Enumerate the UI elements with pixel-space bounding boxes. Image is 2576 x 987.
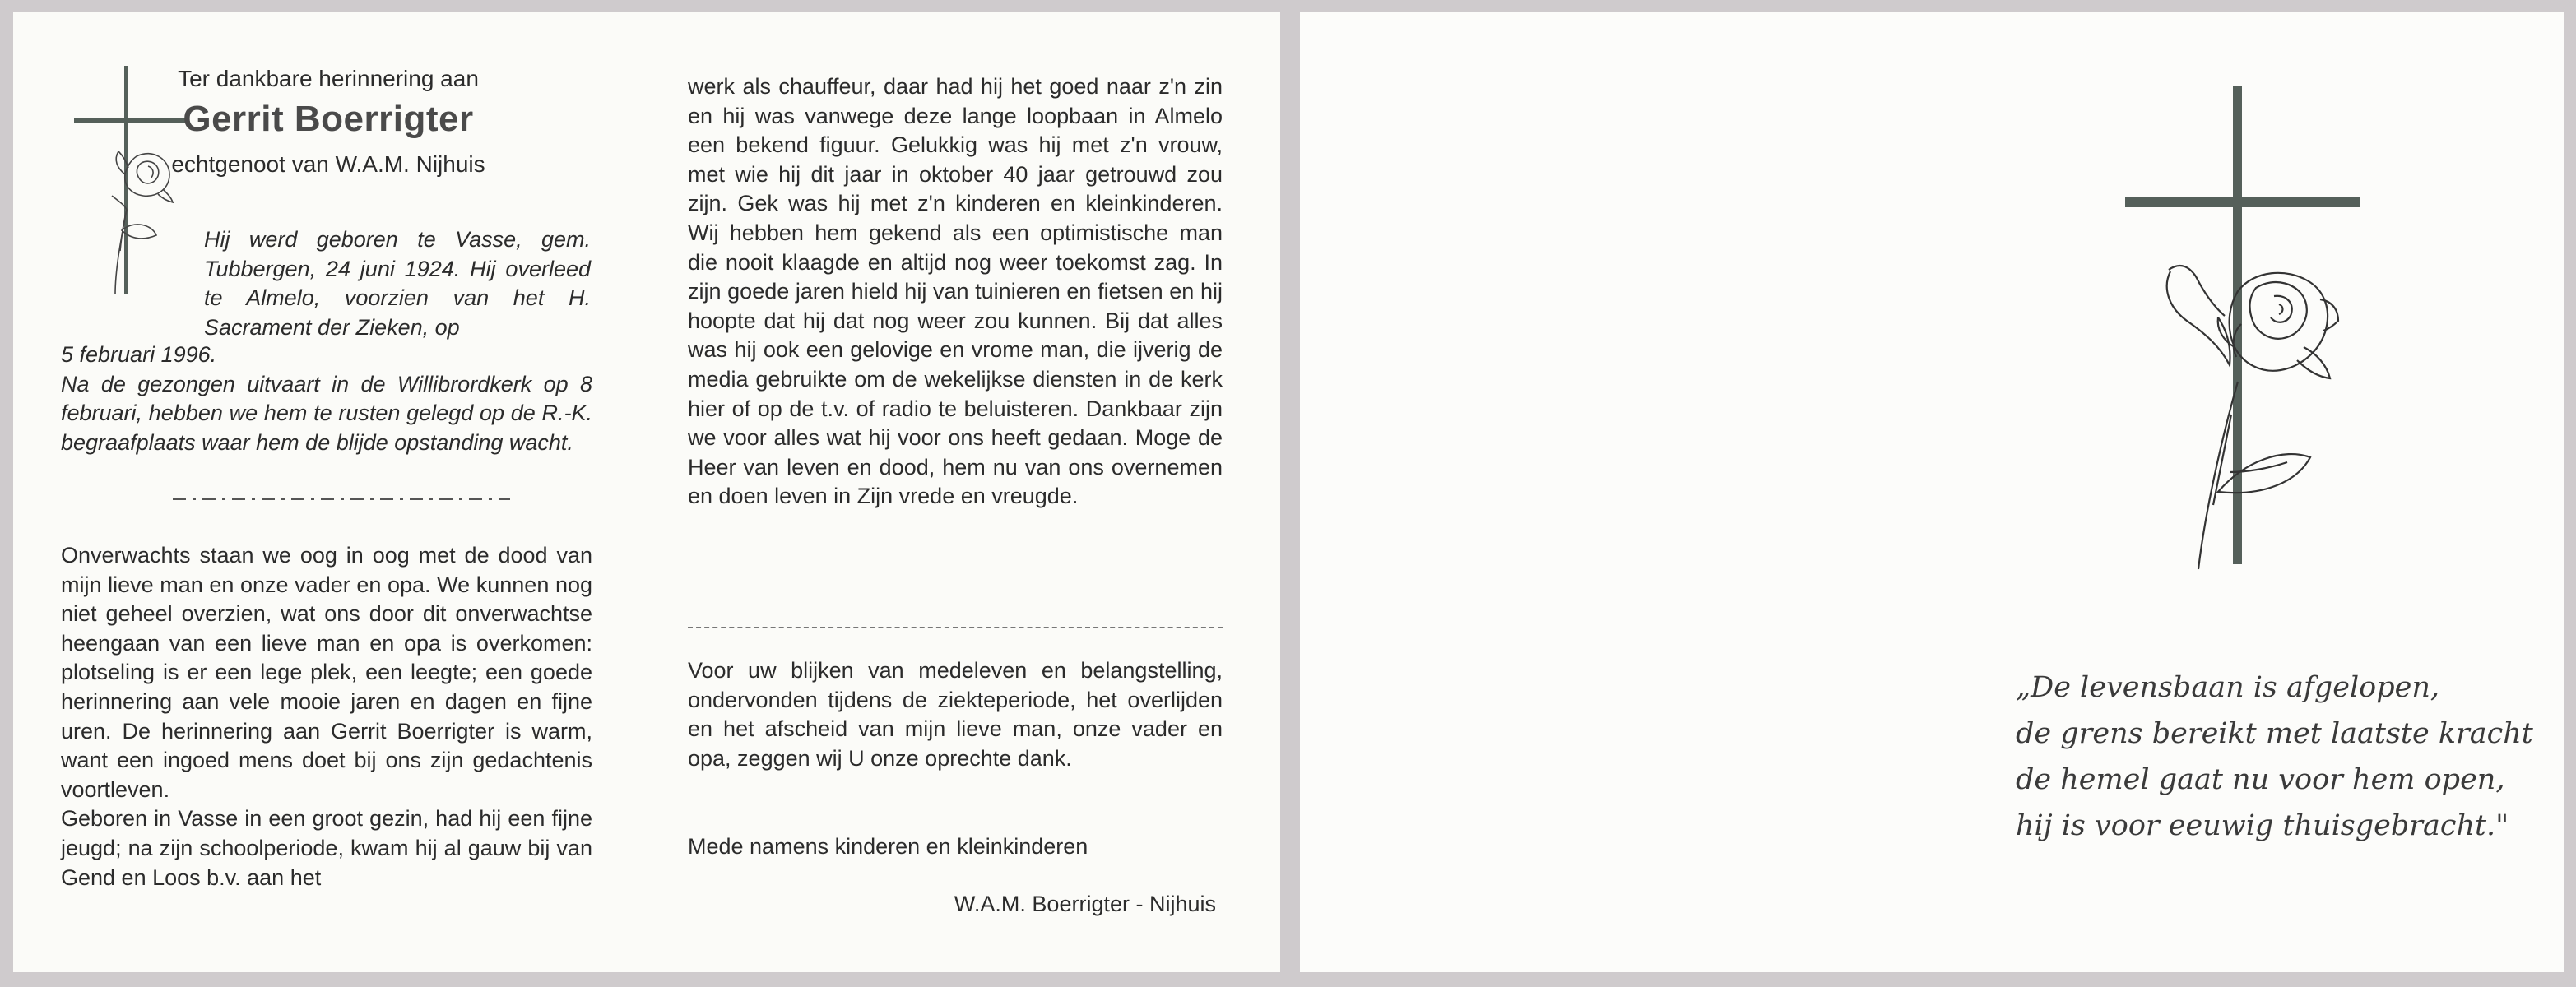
divider-dash-dot (173, 498, 510, 500)
body-paragraph-1: Onverwachts staan we oog in oog met de dood van mijn lieve man en onze vader en opa. We kunnen nog niet geheel overzien, wat ons door dit onverwachtse heengaan van een lieve man en opa is overkomen: plotseling is er een lege plek, een leegte; een goede herinnering aan vele mooie jaren en dagen en fijne uren. De herinnering aan Gerrit Boerrigter is warm, want een ingoed mens doet bij ons zijn gedachtenis voortleven. (61, 543, 592, 802)
divider-dashed (688, 627, 1223, 628)
header (102, 64, 555, 181)
bio-funeral (61, 341, 592, 457)
bio-birth-death: Hij werd geboren te Vasse, gem. Tubbergen, 24 juni 1924. Hij overleed te Almelo, voorzien van het H. Sacrament der Zieken, op (204, 227, 591, 340)
intro-text: Ter dankbare herinnering aan (178, 66, 479, 91)
spouse-text: echtgenoot van W.A.M. Nijhuis (171, 151, 485, 177)
on-behalf-text: Mede namens kinderen en kleinkinderen (688, 834, 1088, 859)
body-right-column: werk als chauffeur, daar had hij het goed naar z'n zin en hij was vanwege deze lange loopbaan in Almelo een bekend figuur. Gelukkig was hij met z'n vrouw, met wie hij dit jaar in oktober 40 jaar getrouwd zou zijn. Gek was hij met z'n kinderen en kleinkinderen. Wij hebben hem gekend als een optimistische man die nooit klaagde en altijd nog weer toekomst zag. In zijn goede jaren hield hij van tuinieren en fietsen en hij hoopte dat hij dat nog weer zou kunnen. Bij dat alles was hij ook een gelovige en vrome man, die ijverig de media gebruikte om de wekelijkse diensten in de kerk hier of op de t.v. of radio te beluisteren. Dankbaar zijn we voor alles wat hij voor ons heeft gedaan. Moge de Heer van leven en dood, hem nu van ons overnemen en doen leven in Zijn vrede en vreugde. (688, 74, 1223, 509)
body-left-column (61, 541, 592, 892)
signature-text: W.A.M. Boerrigter - Nijhuis (954, 892, 1216, 916)
bio-burial: Na de gezongen uitvaart in de Willibrordkerk op 8 februari, hebben we hem te rusten gelegd op de R.-K. begraafplaats waar hem de blijde opstanding wacht. (61, 371, 592, 455)
cross-with-rose-icon (2123, 86, 2369, 579)
poem-line-3: de hemel gaat nu voor hem open, (2016, 763, 2505, 796)
deceased-name: Gerrit Boerrigter (183, 99, 474, 139)
poem (2016, 665, 2542, 849)
poem-line-1: „De levensbaan is afgelopen, (2016, 671, 2440, 704)
bio-death-date: 5 februari 1996. (61, 342, 217, 367)
poem-line-4: hij is voor eeuwig thuisgebracht." (2016, 809, 2509, 842)
poem-line-2: de grens bereikt met laatste kracht (2016, 717, 2533, 750)
body-paragraph-2: Geboren in Vasse in een groot gezin, had hij een fijne jeugd; na zijn schoolperiode, kwam hij al gauw bij van Gend en Loos b.v. aan het (61, 806, 592, 890)
thanks-text: Voor uw blijken van medeleven en belangstelling, ondervonden tijdens de ziekteperiode, het overlijden en het afscheid van mijn lieve man, onze vader en opa, zeggen wij U onze oprechte dank. (688, 658, 1223, 771)
